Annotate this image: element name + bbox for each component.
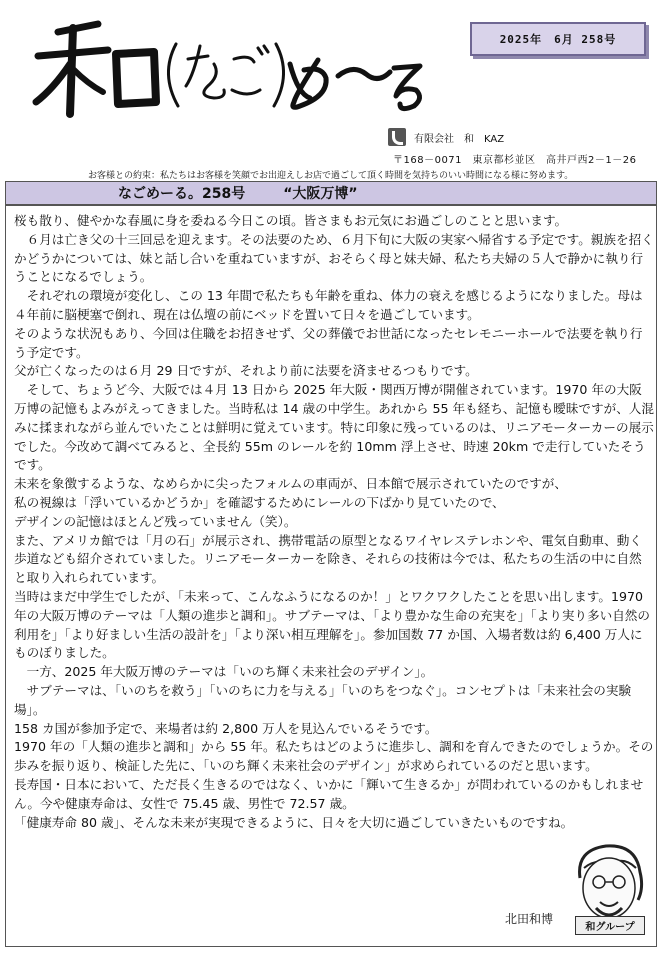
issue-theme: “大阪万博” xyxy=(283,186,358,202)
paragraph: 一方、2025 年大阪万博のテーマは「いのち輝く未来社会のデザイン」。 xyxy=(14,664,434,680)
paragraph: ６月は亡き父の十三回忌を迎えます。その法要のため、６月下旬に大阪の実家へ帰省する予定です。親族を招くかどうかについては、妹と話し合いを重ねていますが、おそらく母と妹夫婦、私たち夫婦の５人で静かに執り行うことになるでしょう。 xyxy=(14,231,654,285)
paragraph: 158 カ国が参加予定で、来場者は約 2,800 万人を見込んでいるそうです。 xyxy=(14,720,438,736)
paragraph: 「健康寿命 80 歳」、そんな未来が実現できるように、日々を大切に過ごしていきたいものですね。 xyxy=(14,814,574,830)
group-badge: 和グループ xyxy=(575,916,645,935)
customer-promise: お客様との約束：私たちはお客様を笑顔でお出迎えしお店で過ごして頂く時間を気持ちのいい時間になる様に努めます。 xyxy=(88,171,574,181)
paragraph: サブテーマは、「いのちを救う」「いのちに力を与える」「いのちをつなぐ」。コンセプトは「未来社会の実験場」。 xyxy=(14,682,632,717)
company-name: 有限会社 和 KAZ xyxy=(414,133,505,145)
company-address: 〒168－0071 東京都杉並区 高井戸西2－1－26 xyxy=(393,155,637,166)
article-body xyxy=(14,212,654,832)
paragraph: 未来を象徴するような、なめらかに尖ったフォルムの車両が、日本館で展示されていたのですが、 xyxy=(14,476,567,492)
paragraph: 当時はまだ中学生でしたが、「未来って、こんなふうになるのか！」とワクワクしたことを思い出します。1970 年の大阪万博のテーマは「人類の進歩と調和」。サブテーマは、「より豊かな生命の充実を」「より実り多い自然の利用を」「より好ましい生活の設計を」「より深い相互理解を」。参加国数 77 か国、入場者数は約 6,400 万人にものぼりました。 xyxy=(14,588,650,661)
paragraph: 私の視線は「浮いているかどうか」を確認するためにレールの下ばかり見ていたので、 xyxy=(14,494,505,510)
paragraph: デザインの記憶はほとんど残っていません（笑）。 xyxy=(14,513,297,529)
article-box xyxy=(5,205,657,947)
company-info xyxy=(388,128,504,146)
paragraph: 長寿国・日本において、ただ長く生きるのではなく、いかに「輝いて生きるか」が問われているのかもしれません。今や健康寿命は、女性で 75.45 歳、男性で 72.57 歳。 xyxy=(14,776,644,811)
paragraph: 桜も散り、健やかな春風に身を委ねる今日この頃。皆さまもお元気にお過ごしのことと思います。 xyxy=(14,213,568,228)
newsletter-logo xyxy=(28,14,428,124)
headline-bar xyxy=(5,181,657,205)
issue-date: 2025年 6月 258号 xyxy=(499,33,617,46)
paragraph: そのような状況もあり、今回は住職をお招きせず、父の葬儀でお世話になったセレモニーホールで法要を執り行う予定です。 xyxy=(14,325,643,360)
paragraph: 1970 年の「人類の進歩と調和」から 55 年。私たちはどのように進歩し、調和を育んできたのでしょうか。その歩みを振り返り、検証した先に、「いのち輝く未来社会のデザイン」が求められているのだと思います。 xyxy=(14,739,654,774)
paragraph: それぞれの環境が変化し、この 13 年間で私たちも年齢を重ね、体力の衰えを感じるようになりました。母は４年前に脳梗塞で倒れ、現在は仏壇の前にベッドを置いて日々を過ごしています。 xyxy=(14,288,643,322)
paragraph: また、アメリカ館では「月の石」が展示され、携帯電話の原型となるワイヤレステレホンや、電気自動車、動く歩道なども紹介されていました。リニアモーターカーを除き、それらの技術は今では、私たちの生活の中に自然と取り入れられています。 xyxy=(14,532,642,586)
company-logo-icon xyxy=(388,128,406,146)
issue-title: なごめーる。258号 xyxy=(118,186,246,202)
paragraph: そして、ちょうど今、大阪では４月 13 日から 2025 年大阪・関西万博が開催されています。1970 年の大阪万博の記憶もよみがえってきました。当時私は 14 歳の中学生。あれから 55 年も経ち、記憶も曖昧ですが、人混みに揉まれながら並んでいたことは鮮明に覚えています。特に印象に残っているのは、リニアモーターカーの展示でした。今改めて調べてみると、全長約 55m のレールを約 10mm 浮上させ、時速 20km で走行していたそうです。 xyxy=(14,382,654,473)
author-signature: 北田和博 xyxy=(505,912,554,926)
issue-date-badge xyxy=(470,22,646,56)
paragraph: 父が亡くなったのは６月 29 日ですが、それより前に法要を済ませるつもりです。 xyxy=(14,363,478,379)
